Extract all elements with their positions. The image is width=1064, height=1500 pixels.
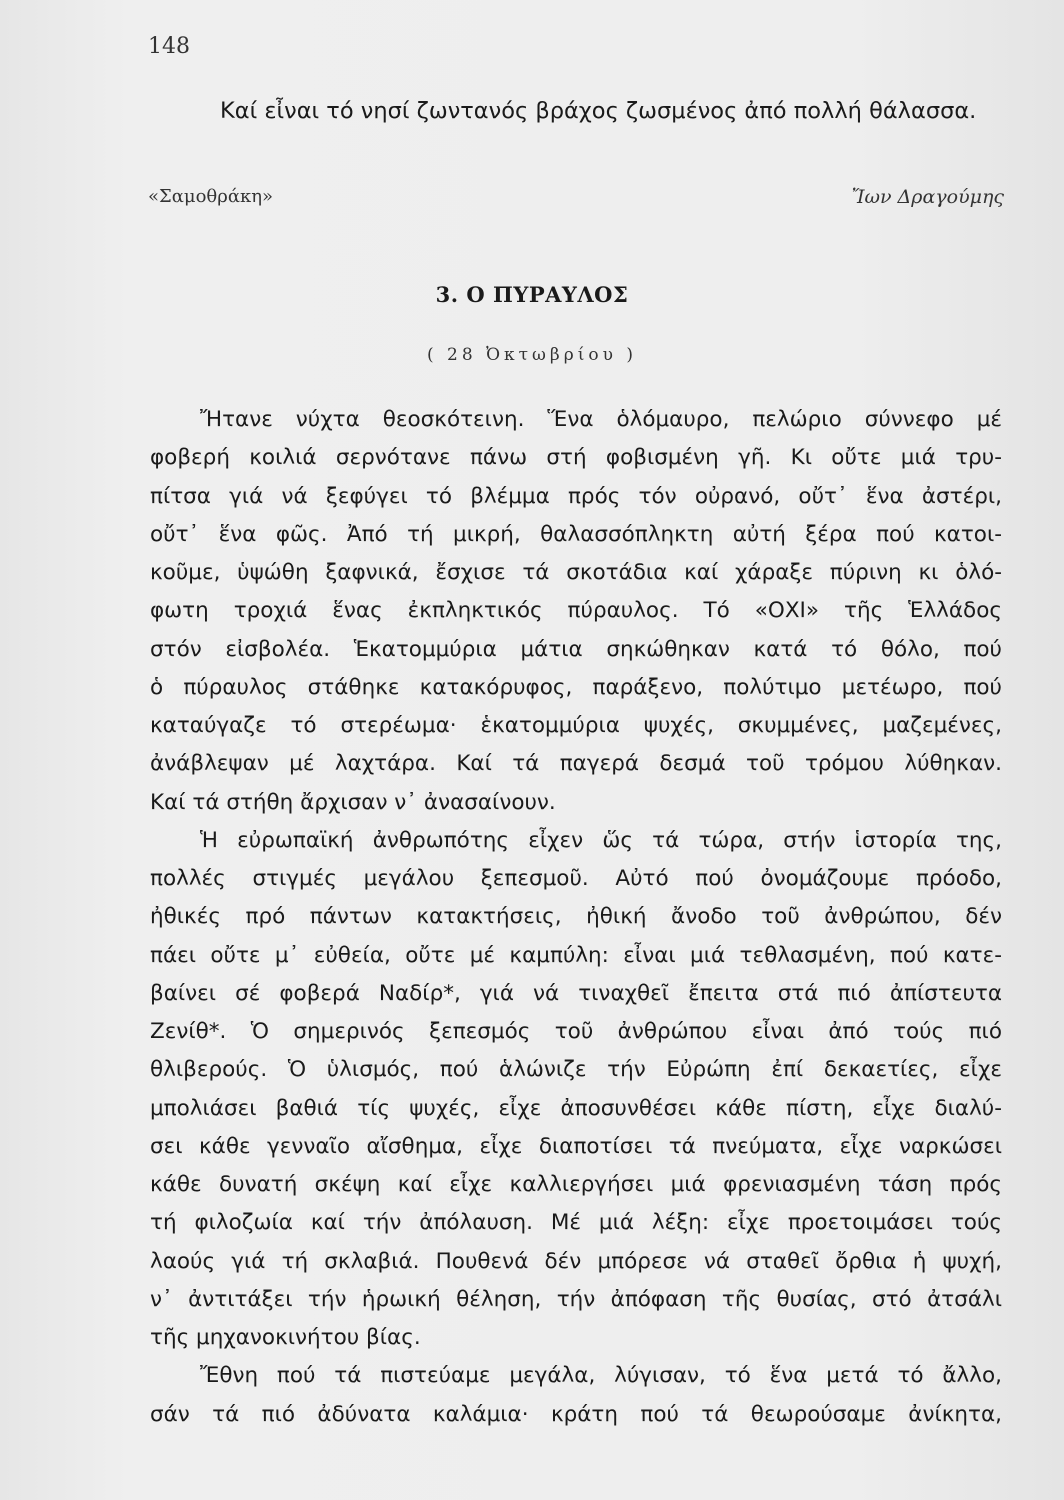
text-line: σει κάθε γενναῖο αἴσθημα, εἶχε διαποτίσει τά πνεύματα, εἶχε ναρκώσει (150, 1133, 1002, 1159)
text-line: πίτσα γιά νά ξεφύγει τό βλέμμα πρός τόν οὐρανό, οὔτ᾿ ἕνα ἀστέρι, (150, 483, 1002, 509)
text-line: ἀνάβλεψαν μέ λαχτάρα. Καί τά παγερά δεσμά τοῦ τρόμου λύθηκαν. (150, 751, 1002, 777)
poem-closing-line: Καί εἶναι τό νησί ζωντανός βράχος ζωσμένος ἀπό πολλή θάλασσα. (220, 98, 977, 124)
text-line: Ἔθνη πού τά πιστεύαμε μεγάλα, λύγισαν, τό ἕνα μετά τό ἄλλο, (200, 1363, 1002, 1389)
text-line: Καί τά στήθη ἄρχισαν ν᾿ ἀνασαίνουν. (150, 789, 556, 815)
text-line: τῆς μηχανοκινήτου βίας. (150, 1325, 421, 1350)
section-date: ( 28 Ὀκτωβρίου ) (427, 345, 637, 365)
text-line: ὁ πύραυλος στάθηκε κατακόρυφος, παράξενο, πολύτιμο μετέωρο, πού (150, 674, 1002, 700)
text-line: φωτη τροχιά ἕνας ἐκπληκτικός πύραυλος. Τό «ΟΧΙ» τῆς Ἑλλάδος (150, 598, 1002, 624)
text-line: λαούς γιά τή σκλαβιά. Πουθενά δέν μπόρεσε νά σταθεῖ ὄρθια ἡ ψυχή, (150, 1248, 1002, 1274)
text-line: θλιβερούς. Ὁ ὑλισμός, πού ἁλώνιζε τήν Εὐρώπη ἐπί δεκαετίες, εἶχε (150, 1057, 1002, 1083)
source-author: Ἴων Δραγούμης (851, 186, 1004, 208)
text-line: πολλές στιγμές μεγάλου ξεπεσμοῦ. Αὐτό πού ὀνομάζουμε πρόοδο, (150, 866, 1002, 891)
text-line: τή φιλοζωία καί τήν ἀπόλαυση. Μέ μιά λέξη: εἶχε προετοιμάσει τούς (150, 1210, 1002, 1236)
text-line: οὔτ᾿ ἕνα φῶς. Ἀπό τή μικρή, θαλασσόπληκτη αὐτή ξέρα πού κατοι- (150, 521, 1002, 547)
text-line: Ζενίθ*. Ὁ σημερινός ξεπεσμός τοῦ ἀνθρώπου εἶναι ἀπό τούς πιό (150, 1019, 1002, 1044)
text-line: βαίνει σέ φοβερά Ναδίρ*, γιά νά τιναχθεῖ ἔπειτα στά πιό ἀπίστευτα (150, 980, 1002, 1006)
text-line: φοβερή κοιλιά σερνότανε πάνω στή φοβισμένη γῆ. Κι οὔτε μιά τρυ- (150, 445, 1002, 471)
text-line: στόν εἰσβολέα. Ἑκατομμύρια μάτια σηκώθηκαν κατά τό θόλο, πού (150, 636, 1002, 662)
section-heading: 3. Ο ΠΥΡΑΥΛΟΣ (435, 282, 629, 307)
text-line: κοῦμε, ὑψώθη ξαφνικά, ἔσχισε τά σκοτάδια καί χάραξε πύρινη κι ὁλό- (150, 560, 1002, 585)
text-line: πάει οὔτε μ᾿ εὐθεία, οὔτε μέ καμπύλη: εἶναι μιά τεθλασμένη, πού κατε- (150, 942, 1002, 968)
text-line: ν᾿ ἀντιτάξει τήν ἡρωική θέληση, τήν ἀπόφαση τῆς θυσίας, στό ἀτσάλι (150, 1286, 1002, 1312)
text-line: καταύγαζε τό στερέωμα· ἑκατομμύρια ψυχές, σκυμμένες, μαζεμένες, (150, 713, 1002, 738)
text-line: Ἡ εὐρωπαϊκή ἀνθρωπότης εἶχεν ὥς τά τώρα, στήν ἱστορία της, (200, 827, 1002, 853)
text-line: ἠθικές πρό πάντων κατακτήσεις, ἠθική ἄνοδο τοῦ ἀνθρώπου, δέν (150, 904, 1002, 930)
text-line: Ἤτανε νύχτα θεοσκότεινη. Ἕνα ὁλόμαυρο, πελώριο σύννεφο μέ (200, 407, 1002, 432)
source-title: «Σαμοθράκη» (148, 186, 274, 207)
text-line: κάθε δυνατή σκέψη καί εἶχε καλλιεργήσει μιά φρενιασμένη τάση πρός (150, 1172, 1002, 1197)
text-line: μπολιάσει βαθιά τίς ψυχές, εἶχε ἀποσυνθέσει κάθε πίστη, εἶχε διαλύ- (150, 1095, 1002, 1121)
article-body (150, 401, 1002, 1434)
page-number: 148 (148, 34, 190, 59)
text-line: σάν τά πιό ἀδύνατα καλάμια· κράτη πού τά θεωρούσαμε ἀνίκητα, (150, 1401, 1002, 1427)
